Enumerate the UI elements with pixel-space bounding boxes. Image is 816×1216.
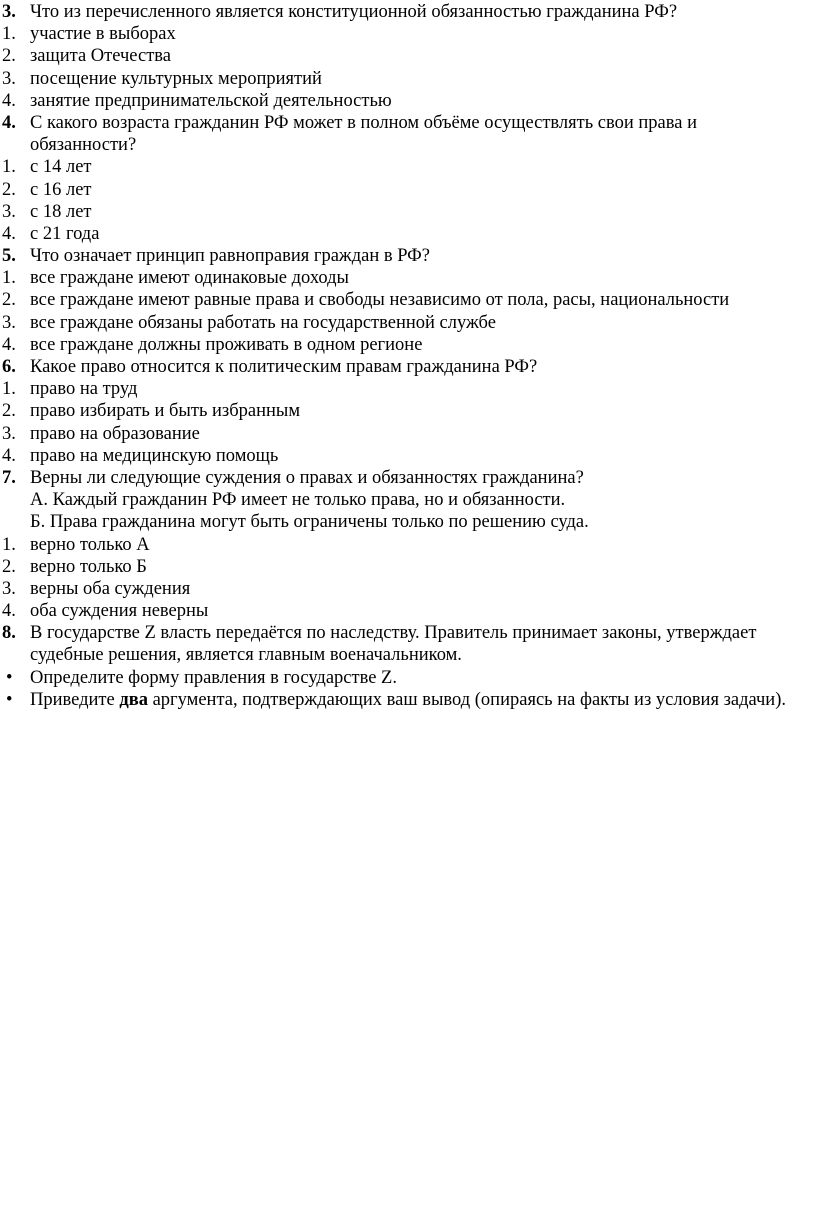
answer-option [0, 423, 816, 445]
answer-option [0, 578, 816, 600]
option-text: право на образование [30, 423, 200, 444]
task-item [0, 667, 816, 689]
question-text: Какое право относится к политическим правам гражданина РФ? [30, 357, 538, 377]
option-number: 1. [2, 157, 16, 178]
option-number: 3. [2, 68, 16, 89]
option-text: верно только Б [30, 556, 147, 577]
answer-option [0, 68, 816, 90]
answer-option [0, 378, 816, 400]
task-text [30, 689, 786, 711]
question-text: Что из перечисленного является конституционной обязанностью гражданина РФ? [30, 2, 678, 22]
question-number: 6. [2, 357, 16, 377]
option-number: 1. [2, 379, 16, 400]
option-text: все граждане должны проживать в одном регионе [30, 334, 423, 355]
option-number: 2. [2, 401, 16, 422]
answer-option [0, 400, 816, 422]
task-text-emphasis: два [119, 690, 148, 711]
question-text: судебные решения, является главным военачальником. [30, 645, 462, 666]
answer-option [0, 445, 816, 467]
answer-option [0, 534, 816, 556]
option-text: с 18 лет [30, 201, 92, 222]
option-text: право избирать и быть избранным [30, 401, 301, 422]
answer-option [0, 23, 816, 45]
document-page [0, 1, 816, 667]
bullet: • [6, 690, 13, 711]
option-text: с 14 лет [30, 157, 92, 178]
answer-option [0, 90, 816, 112]
task-text-part: Приведите [30, 690, 120, 711]
option-text: оба суждения неверны [30, 601, 209, 622]
question-number: 3. [2, 2, 16, 22]
question-number: 5. [2, 246, 16, 267]
question-text: Что означает принцип равноправия граждан в РФ? [30, 246, 430, 267]
question-text: обязанности? [30, 135, 137, 156]
option-text: участие в выборах [30, 24, 176, 45]
option-text: посещение культурных мероприятий [30, 68, 322, 89]
option-number: 1. [2, 534, 16, 555]
question-number: 7. [2, 467, 16, 488]
option-number: 4. [2, 334, 16, 355]
question-text: С какого возраста гражданин РФ может в полном объёме осуществлять свои права и [30, 112, 697, 133]
answer-option [0, 334, 816, 356]
option-text: с 16 лет [30, 179, 92, 200]
question-line [0, 134, 816, 156]
question-text: В государстве Z власть передаётся по наследству. Правитель принимает законы, утверждает [30, 623, 757, 644]
answer-option [0, 179, 816, 201]
question-line [0, 644, 816, 666]
option-text: все граждане имеют равные права и свободы независимо от пола, расы, национальности [30, 290, 730, 311]
question-line [0, 467, 816, 489]
question-text: А. Каждый гражданин РФ имеет не только права, но и обязанности. [30, 490, 566, 511]
option-text: право на труд [30, 379, 138, 400]
answer-option [0, 289, 816, 311]
option-text: занятие предпринимательской деятельностью [30, 90, 392, 111]
option-text: право на медицинскую помощь [30, 445, 279, 466]
option-text: верны оба суждения [30, 578, 191, 599]
option-number: 4. [2, 445, 16, 466]
question-line [0, 356, 816, 378]
option-text: защита Отечества [30, 46, 171, 67]
answer-option [0, 556, 816, 578]
option-number: 4. [2, 223, 16, 244]
task-item [0, 689, 816, 711]
question-line [0, 511, 816, 533]
task-list [0, 667, 816, 711]
answer-option [0, 312, 816, 334]
question-text: Верны ли следующие суждения о правах и обязанностях гражданина? [30, 467, 584, 488]
question-line [0, 112, 816, 134]
question-line [0, 622, 816, 644]
option-text: с 21 года [30, 223, 100, 244]
option-number: 3. [2, 578, 16, 599]
option-number: 4. [2, 90, 16, 111]
task-text-part: аргумента, подтверждающих ваш вывод (опираясь на факты из условия задачи). [147, 690, 786, 711]
option-number: 1. [2, 24, 16, 45]
option-text: все граждане имеют одинаковые доходы [30, 268, 349, 289]
task-text: Определите форму правления в государстве Z. [30, 668, 397, 688]
question-line [0, 245, 816, 267]
option-number: 3. [2, 201, 16, 222]
option-text: верно только А [30, 534, 150, 555]
answer-option [0, 600, 816, 622]
option-number: 2. [2, 290, 16, 311]
answer-option [0, 156, 816, 178]
option-number: 3. [2, 312, 16, 333]
option-text: все граждане обязаны работать на государственной службе [30, 312, 496, 333]
answer-option [0, 45, 816, 67]
question-number: 4. [2, 112, 16, 133]
answer-option [0, 201, 816, 223]
option-number: 4. [2, 601, 16, 622]
answer-option [0, 267, 816, 289]
option-number: 1. [2, 268, 16, 289]
question-number: 8. [2, 623, 16, 644]
option-number: 2. [2, 179, 16, 200]
question-line [0, 1, 816, 23]
option-number: 3. [2, 423, 16, 444]
question-line [0, 489, 816, 511]
option-number: 2. [2, 46, 16, 67]
bullet: • [6, 668, 13, 688]
option-number: 2. [2, 556, 16, 577]
question-text: Б. Права гражданина могут быть ограничены только по решению суда. [30, 512, 589, 533]
answer-option [0, 223, 816, 245]
